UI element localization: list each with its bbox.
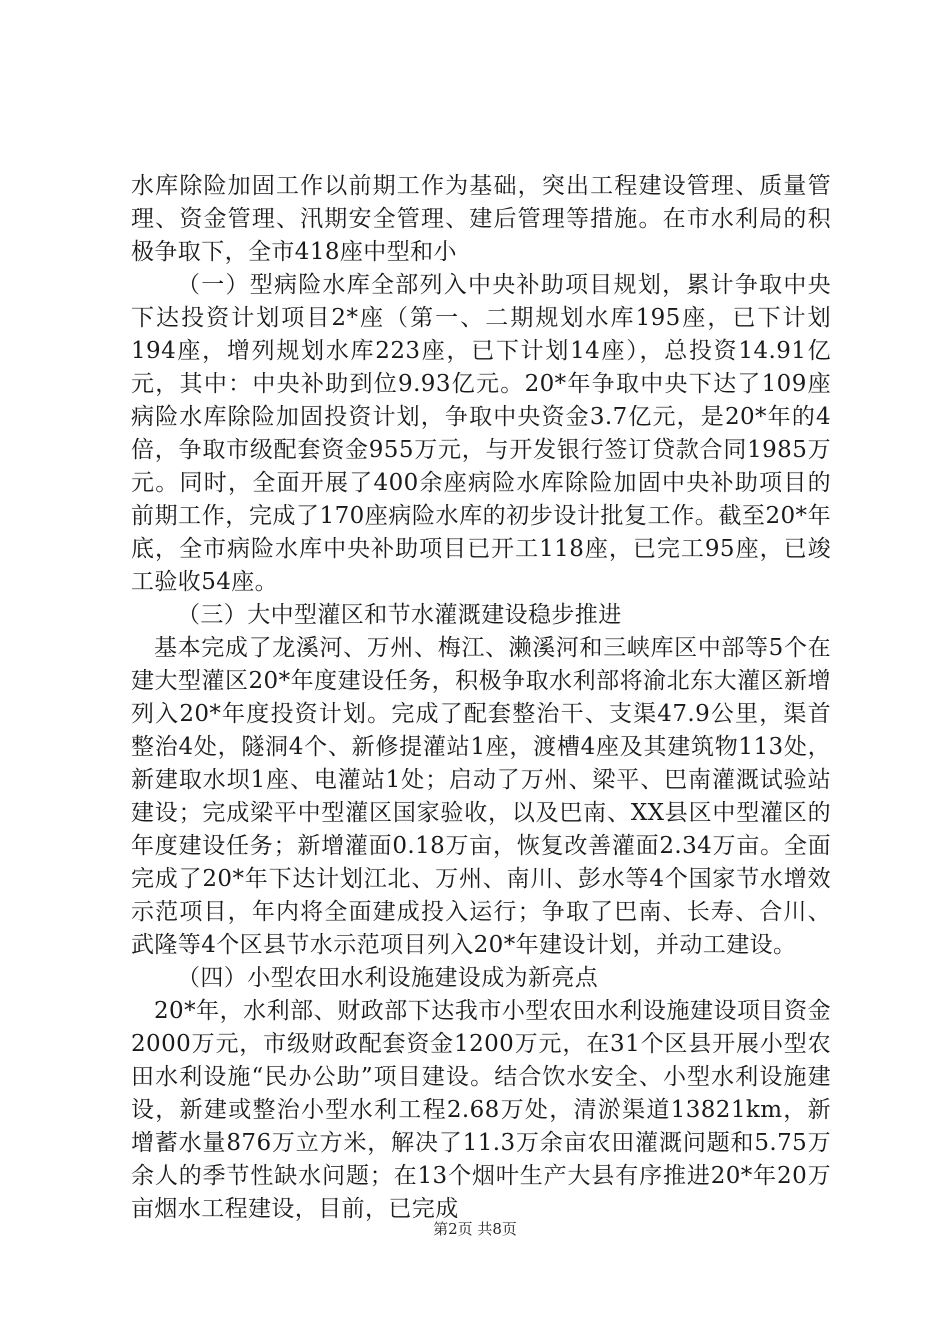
paragraph-reservoir-intro: 水库除险加固工作以前期工作为基础，突出工程建设管理、质量管理、资金管理、汛期安全管理、建后管理等措施。在市水利局的积极争取下，全市418座中型和小 <box>131 173 831 265</box>
paragraph-section-one: （一）型病险水库全部列入中央补助项目规划，累计争取中央下达投资计划项目2*座（第一、二期规划水库195座，已下计划194座，增列规划水库223座，已下计划14座），总投资14.91亿元，其中：中央补助到位9.93亿元。20*年争取中央下达了109座病险水库除险加固投资计划，争取中央资金3.7亿元，是20*年的4倍，争取市级配套资金955万元，与开发银行签订贷款合同1985万元。同时，全面开展了400余座病险水库除险加固中央补助项目的前期工作，完成了170座病险水库的初步设计批复工作。截至20*年底，全市病险水库中央补助项目已开工118座，已完工95座，已竣工验收54座。 <box>131 272 831 595</box>
heading-section-four: （四）小型农田水利设施建设成为新亮点 <box>177 965 599 991</box>
paragraph-irrigation: 基本完成了龙溪河、万州、梅江、濑溪河和三峡库区中部等5个在建大型灌区20*年度建设任务，积极争取水利部将渝北东大灌区新增列入20*年度投资计划。完成了配套整治干、支渠47.9公里，渠首整治4处，隧洞4个、新修提灌站1座，渡槽4座及其建筑物113处，新建取水坝1座、电灌站1处；启动了万州、梁平、巴南灌溉试验站建设；完成梁平中型灌区国家验收，以及巴南、XX县区中型灌区的年度建设任务；新增灌面0.18万亩，恢复改善灌面2.34万亩。全面完成了20*年下达计划江北、万州、南川、彭水等4个国家节水增效示范项目，年内将全面建成投入运行；争取了巴南、长寿、合川、武隆等4个区县节水示范项目列入20*年建设计划，并动工建设。 <box>131 635 831 958</box>
heading-section-three: （三）大中型灌区和节水灌溉建设稳步推进 <box>177 602 622 628</box>
document-body <box>131 170 831 1226</box>
page-number-footer: 第2页 共8页 <box>433 1220 517 1238</box>
paragraph-farmland-water: 20*年，水利部、财政部下达我市小型农田水利设施建设项目资金2000万元，市级财政配套资金1200万元，在31个区县开展小型农田水利设施“民办公助”项目建设。结合饮水安全、小型水利设施建设，新建或整治小型水利工程2.68万处，清淤渠道13821km，新增蓄水量876万立方米，解决了11.3万余亩农田灌溉问题和5.75万余人的季节性缺水问题；在13个烟叶生产大县有序推进20*年20万亩烟水工程建设，目前，已完成 <box>131 998 831 1222</box>
